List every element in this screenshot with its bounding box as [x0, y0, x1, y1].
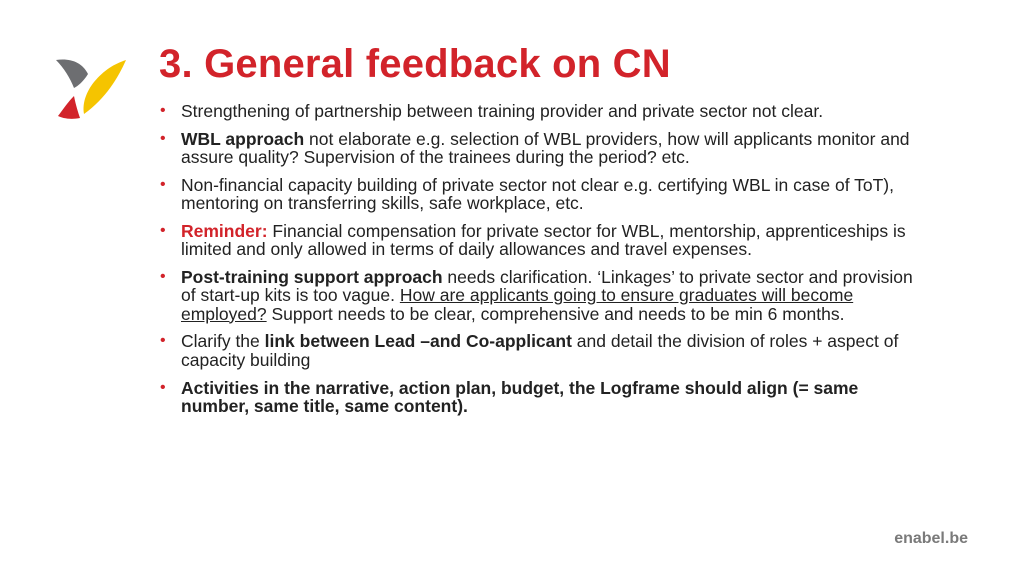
footer-website: enabel.be [894, 530, 968, 547]
bullet-post-training [160, 268, 920, 323]
slide-title: 3. General feedback on CN [159, 42, 671, 86]
bullet-keyword: WBL approach [181, 128, 305, 149]
bullet-text: not elaborate e.g. selection of WBL providers, how will applicants monitor and assure quality? Supervision of the trainees during the period? etc. [181, 128, 910, 168]
bullet-reminder [160, 222, 920, 259]
bullet-lead-coapplicant [160, 332, 920, 369]
bullet-text: Non-financial capacity building of private sector not clear e.g. certifying WBL in case of ToT), mentoring on transferring skills, safe workplace, etc. [181, 174, 894, 214]
bullet-text: Financial compensation for private sector for WBL, mentorship, apprenticeships is limited and only allowed in terms of daily allowances and travel expenses. [181, 220, 906, 260]
bullet-keyword: Post-training support approach [181, 267, 443, 288]
bullet-text: needs clarification. ‘Linkages’ to private sector and provision of start-up kits is too vague. [181, 267, 913, 306]
enabel-logo [52, 52, 132, 124]
bullet-text: and detail the division of roles + aspect of capacity building [181, 331, 899, 370]
reminder-label: Reminder: [181, 220, 268, 241]
bullet-text: Support needs to be clear, comprehensive and needs to be min 6 months. [266, 303, 845, 324]
bullet-wbl-approach [160, 130, 920, 167]
bullet-text: Clarify the [181, 331, 265, 352]
bullet-activities-align [160, 379, 920, 416]
bullet-partnership [160, 102, 920, 120]
underlined-question: How are applicants going to ensure graduates will become employed? [181, 285, 854, 324]
bullet-keyword: link between Lead –and Co-applicant [264, 331, 572, 352]
bullet-text: Strengthening of partnership between training provider and private sector not clear. [181, 101, 824, 121]
enabel-bird-icon [52, 52, 132, 124]
bullet-capacity-building [160, 176, 920, 213]
bullet-keyword: Activities in the narrative, action plan, budget, the Logframe should align (= same number, same title, same content). [181, 377, 859, 416]
feedback-list [160, 102, 920, 425]
